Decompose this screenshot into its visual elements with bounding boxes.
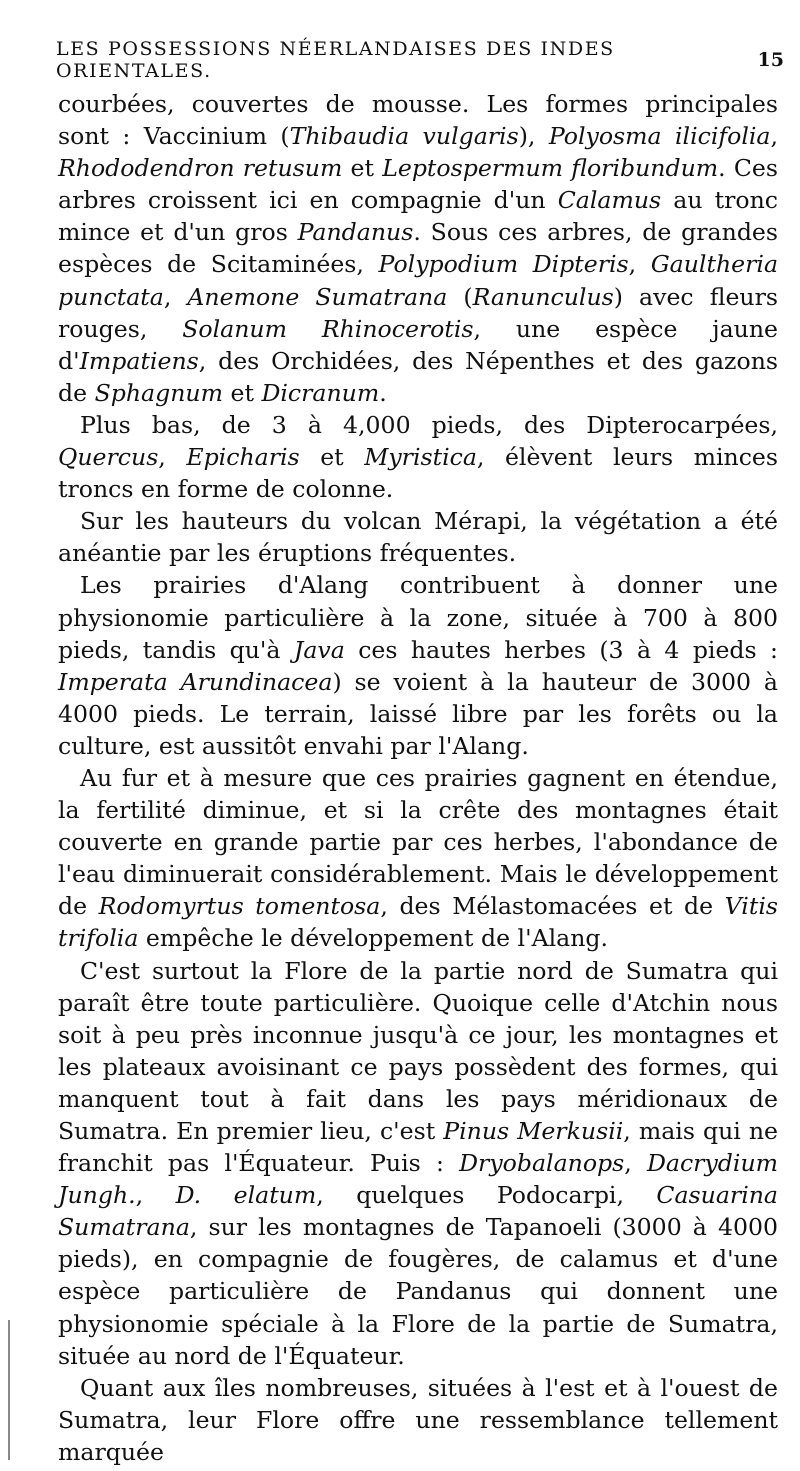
- text-run: .: [379, 378, 387, 407]
- text-run: , mais qui ne franchit pas l'Équateur. Puis :: [58, 1117, 779, 1178]
- italic-term: Ranunculus: [472, 282, 614, 311]
- paragraph: [58, 409, 778, 505]
- italic-term: Leptospermum floribundum: [382, 154, 719, 183]
- italic-term: Epicharis: [186, 443, 300, 472]
- text-run: courbées, couvertes de mousse. Les formes principales sont : Vaccinium (: [58, 90, 778, 151]
- text-run: (: [447, 282, 473, 311]
- italic-term: Rodomyrtus tomentosa: [98, 892, 381, 921]
- italic-term: Java: [293, 635, 345, 664]
- text-run: , sur les montagnes de Tapanoeli (3000 à 4000 pieds), en compagnie de fougères, de calamus et d'une espèce particulière de Pandanus qui donnent une physionomie spéciale à la Flore de la partie de Sumatra, située au nord de l'Équateur.: [58, 1213, 778, 1370]
- text-run: ) avec fleurs rouges,: [58, 282, 778, 343]
- text-run: . Ces arbres croissent ici en compagnie d'un: [58, 154, 779, 215]
- italic-term: Thibaudia vulgaris: [289, 122, 519, 151]
- text-run: Les prairies d'Alang contribuent à donner une physionomie particulière à la zone, située à 700 à 800 pieds, tandis qu'à: [58, 571, 778, 664]
- margin-line: [8, 1320, 10, 1460]
- paragraph: [58, 569, 778, 762]
- italic-term: Rhododendron retusum: [58, 154, 343, 183]
- italic-term: Dicranum: [261, 378, 380, 407]
- text-run: et: [299, 443, 365, 472]
- italic-term: Dryobalanops: [459, 1149, 625, 1178]
- paragraph: [58, 88, 778, 409]
- paragraph: [58, 955, 778, 1372]
- text-run: au tronc mince et d'un gros: [58, 186, 778, 247]
- text-run: ,: [158, 443, 187, 472]
- text-run: ,: [163, 282, 188, 311]
- text-run: Quant aux îles nombreuses, situées à l'est et à l'ouest de Sumatra, leur Flore offre une ressemblance tellement marquée: [58, 1373, 778, 1466]
- text-run: . Sous ces arbres, de grandes espèces de Scitaminées,: [58, 218, 778, 279]
- paragraph: [58, 1372, 778, 1468]
- running-title: LES POSSESSIONS NÉERLANDAISES DES INDES ORIENTALES.: [56, 38, 615, 82]
- page-number: 15: [757, 49, 784, 71]
- text-run: empêche le développement de l'Alang.: [138, 924, 609, 953]
- text-run: C'est surtout la Flore de la partie nord de Sumatra qui paraît être toute particulière. Quoique celle d'Atchin nous soit à peu près inconnue jusqu'à ce jour, les montagnes et les plateaux avoisinant ce pays possèdent des formes, qui manquent tout à fait dans les pays méridionaux de Sumatra. En premier lieu, c'est: [58, 956, 778, 1145]
- text-run: ,: [624, 1149, 647, 1178]
- italic-term: D. elatum: [175, 1181, 317, 1210]
- paragraph: [58, 762, 778, 955]
- body-text: [58, 88, 778, 1468]
- italic-term: Casuarina Sumatrana: [58, 1181, 778, 1242]
- text-run: ,: [135, 1181, 176, 1210]
- italic-term: Imperata Arundinacea: [58, 667, 333, 696]
- text-run: , élèvent leurs minces troncs en forme de colonne.: [58, 443, 778, 504]
- text-run: , quelques Podocarpi,: [316, 1181, 657, 1210]
- text-run: ,: [770, 122, 778, 151]
- text-run: , des Orchidées, des Népenthes et des gazons de: [58, 346, 778, 407]
- text-run: , une espèce jaune d': [58, 314, 779, 375]
- running-header: [56, 40, 784, 80]
- italic-term: Anemone Sumatrana: [187, 282, 448, 311]
- text-run: Sur les hauteurs du volcan Mérapi, la végétation a été anéantie par les éruptions fréquentes.: [58, 507, 778, 568]
- text-run: Au fur et à mesure que ces prairies gagnent en étendue, la fertilité diminue, et si la crête des montagnes était couverte en grande partie par ces herbes, l'abondance de l'eau diminuerait considérablement. Mais le développement de: [58, 763, 778, 921]
- text-run: et: [342, 154, 383, 183]
- text-run: , des Mélastomacées et de: [380, 892, 725, 921]
- paragraph: [58, 505, 778, 569]
- italic-term: Polyosma ilicifolia: [548, 122, 771, 151]
- text-run: Plus bas, de 3 à 4,000 pieds, des Dipterocarpées,: [80, 410, 778, 439]
- italic-term: Impatiens: [79, 346, 199, 375]
- text-run: ),: [518, 122, 549, 151]
- italic-term: Vitis trifolia: [58, 892, 778, 953]
- italic-term: Quercus: [58, 443, 159, 472]
- text-run: ,: [628, 250, 651, 279]
- italic-term: Calamus: [557, 186, 662, 215]
- text-run: ) se voient à la hauteur de 3000 à 4000 pieds. Le terrain, laissé libre par les forêts ou la culture, est aussitôt envahi par l'Alang.: [58, 667, 778, 760]
- italic-term: Pandanus: [297, 218, 414, 247]
- italic-term: Sphagnum: [94, 378, 223, 407]
- italic-term: Gaultheria punctata: [58, 250, 779, 311]
- italic-term: Solanum Rhinocerotis: [182, 314, 474, 343]
- italic-term: Dacrydium Jungh.: [58, 1149, 779, 1210]
- text-run: et: [222, 378, 262, 407]
- italic-term: Myristica: [364, 443, 477, 472]
- text-run: ces hautes herbes (3 à 4 pieds :: [344, 635, 778, 664]
- italic-term: Polypodium Dipteris: [378, 250, 629, 279]
- italic-term: Pinus Merkusii: [443, 1117, 624, 1145]
